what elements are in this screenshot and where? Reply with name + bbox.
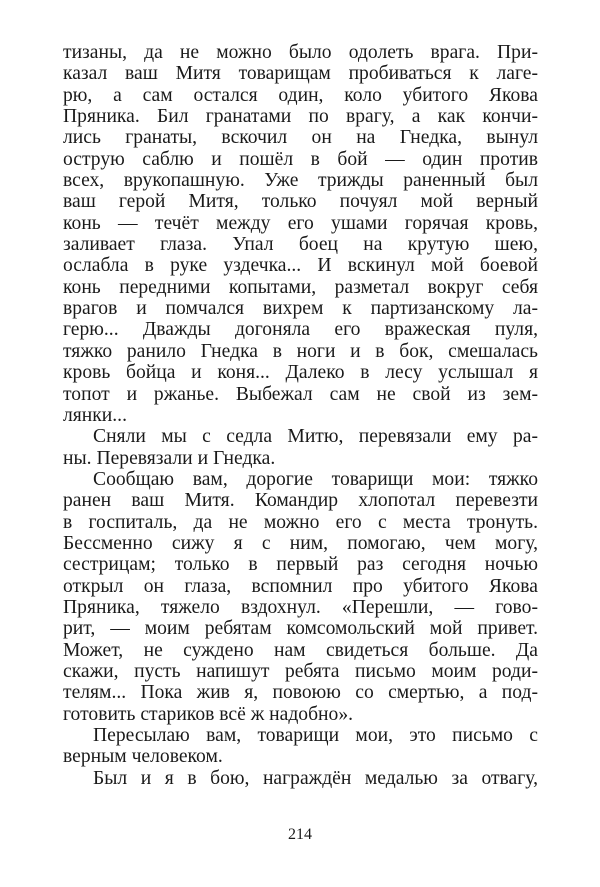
text-line: ны. Перевязали и Гнедка.: [63, 447, 276, 469]
text-line: Пряника, тяжело вздохнул. «Перешли, — гово-: [63, 596, 538, 618]
text-line: тизаны, да не можно было одолеть врага. При-: [63, 42, 538, 63]
text-line: герю... Дважды догоняла его вражеская пуля,: [63, 319, 538, 341]
text-line: Пересылаю вам, товарищи мои, это письмо с: [93, 725, 538, 746]
text-line: конь — течёт между его ушами горячая кровь,: [63, 212, 538, 234]
paragraph: [63, 42, 538, 426]
paragraph: [63, 469, 538, 725]
text-line: ранен ваш Митя. Командир хлопотал перевезти: [63, 490, 538, 512]
text-line: Может, не суждено нам свидеться больше. Да: [63, 639, 538, 661]
text-line: готовить стариков всё ж надобно».: [63, 703, 354, 725]
text-line: ослабла в руке уздечка... И вскинул мой боевой: [63, 255, 538, 277]
paragraph: [63, 426, 538, 469]
text-line: сестрицам; только в первый раз сегодня ночью: [63, 554, 538, 576]
text-line: ваш герой Митя, только почуял мой верный: [63, 191, 538, 213]
text-line: в госпиталь, да не можно его с места тронуть.: [63, 511, 538, 533]
text-line: острую саблю и пошёл в бой — один против: [63, 148, 538, 170]
text-line: Был и я в бою, награждён медалью за отвагу,: [93, 767, 538, 789]
paragraph: [63, 768, 538, 789]
text-line: кровь бойца и коня... Далеко в лесу услышал я: [63, 362, 538, 384]
text-line: Сняли мы с седла Митю, перевязали ему ра-: [93, 426, 538, 448]
text-line: конь передними копытами, разметал вокруг себя: [63, 276, 538, 298]
text-line: врагов и помчался вихрем к партизанскому ла-: [63, 298, 538, 320]
text-line: лянки...: [63, 404, 127, 426]
text-line: верным человеком.: [63, 746, 223, 768]
text-line: тяжко ранило Гнедка в ноги и в бок, смешалась: [63, 340, 538, 362]
text-line: рю, а сам остался один, коло убитого Якова: [63, 84, 538, 106]
text-line: открыл он глаза, вспомнил про убитого Якова: [63, 575, 538, 597]
text-line: топот и ржанье. Выбежал сам не свой из зем-: [63, 383, 538, 405]
text-line: рит, — моим ребятам комсомольский мой привет.: [63, 618, 538, 640]
text-line: лись гранаты, вскочил он на Гнедка, вынул: [63, 127, 538, 149]
page-number: 214: [288, 826, 312, 843]
text-line: Пряника. Бил гранатами по врагу, а как кончи-: [63, 106, 538, 128]
text-line: Бессменно сижу я с ним, помогаю, чем могу,: [63, 532, 538, 554]
text-line: казал ваш Митя товарищам пробиваться к лаге-: [63, 63, 538, 85]
text-line: скажи, пусть напишут ребята письмо моим роди-: [63, 660, 538, 682]
text-line: заливает глаза. Упал боец на крутую шею,: [63, 234, 538, 256]
page-body-text: [63, 42, 538, 789]
text-line: Сообщаю вам, дорогие товарищи мои: тяжко: [93, 468, 538, 490]
text-line: всех, врукопашную. Уже трижды раненный был: [63, 170, 538, 192]
paragraph: [63, 725, 538, 768]
text-line: телям... Пока жив я, повоюю со смертью, а под-: [63, 682, 538, 704]
